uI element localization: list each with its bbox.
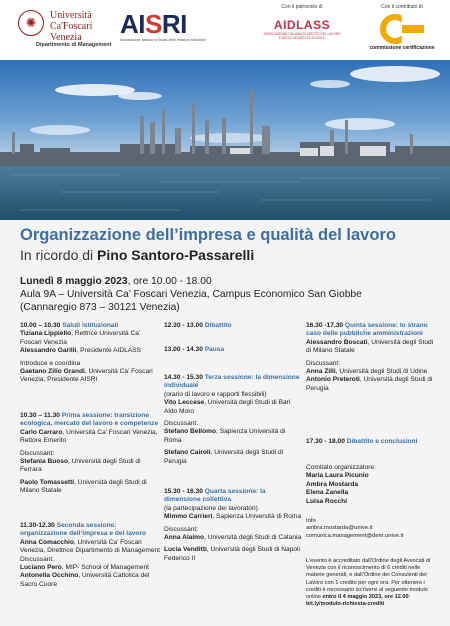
- session-third: 14.30 - 15.30 Terza sessione: la dimensione individuale (orario di lavoro e rapporti flessibili) Vito Leccese, Università degli Studi di Bari Aldo Moro Discussant: Stefano Bellomo, Sapienza Università di Roma Stefano Cairoli, Università degli Studi di Perugia: [164, 374, 300, 465]
- event-address: (Cannaregio 873 – 30121 Venezia): [20, 302, 180, 313]
- ucf-seal-icon: ✺: [18, 10, 44, 36]
- committee-member: Elena Zanella: [306, 489, 349, 497]
- email-link-1[interactable]: ambra.mostarda@unive.it: [306, 525, 373, 532]
- contact-info: Info ambra.mostarda@unive.it comunica.management@dem.unive.it: [306, 518, 440, 540]
- aisri-tagline: Associazione Italiana di Studio delle relazioni industriali: [120, 38, 206, 42]
- header-logos: [0, 0, 450, 60]
- event-info: [20, 275, 440, 314]
- ucf-logo: [18, 8, 118, 52]
- event-subtitle: In ricordo di Pino Santoro-Passarelli: [20, 247, 255, 263]
- ucf-department: Dipartimento di Management: [36, 42, 112, 48]
- commissione-caption: commissione certificazione: [369, 45, 435, 51]
- session-first: 10.30 – 11.30 Prima sessione: transizione ecologica, mercato del lavoro e competenze Carlo Carraro, Università Ca’ Foscari Venezia, Rettore Emerito Discussant: Stefania Buoso, Università degli Studi di Ferrara Paolo Tomassetti, Università degli Studi di Milano Statale: [20, 412, 159, 495]
- session-fourth: 15.30 - 16.30 Quarta sessione: la dimensione collettiva (la partecipazione dei lavoratori) Mimmo Carrieri, Sapienza Università di Roma Discussant: Anna Alaimo, Università degli Studi di Catania Lucia Venditti, Università degli Studi di Napoli Federico II: [164, 488, 302, 562]
- patrocinio-block: [262, 4, 342, 54]
- session-welcome: 10.00 – 10.30 Saluti istituzionali Tiziana Lippiello, Rettrice Università Ca’ Foscari Venezia Alessandro Garilli, Presidente AIDLASS Introduce e coordina Gaetano Zilio Grandi, Università Ca’ Foscari Venezia, Presidente AISRI: [20, 322, 153, 384]
- session-debate: 12.30 - 13.00 Dibattito: [164, 322, 232, 329]
- patrocinio-caption: Con il patrocinio di: [281, 4, 323, 10]
- accreditation-note: L’evento è accreditato dall’Ordine degli Avvocati di Venezia con il riconoscimento di 6 crediti nelle materie generali, e dall’Ordine dei Consulenti del Lavoro con 1 credito per ogni ora. Per ottenere i crediti è necessario iscriversi al seguente modulo online entro il 4 maggio 2023, ore 12.00: bit.ly/modulo-richiesta-crediti: [306, 558, 440, 608]
- honoree-name: Pino Santoro-Passarelli: [97, 247, 255, 263]
- event-venue: Aula 9A – Università Ca’ Foscari Venezia, Campus Economico San Giobbe: [20, 289, 362, 300]
- session-conclusions: 17.30 - 18.00 Dibattito e conclusioni: [306, 438, 418, 445]
- email-link-2[interactable]: comunica.management@dem.unive.it: [306, 532, 404, 539]
- program-content: [0, 220, 450, 626]
- aidlass-subtitle: ASSOCIAZIONE ITALIANA DI DIRITTO DEL LAVORO E DELLA SICUREZZA SOCIALE: [263, 32, 341, 40]
- commissione-logo-icon: [380, 14, 424, 44]
- aidlass-logo: AIDLASS: [273, 18, 331, 32]
- event-title: Organizzazione dell’impresa e qualità del lavoro: [20, 226, 396, 244]
- ucf-name: Università Ca'Foscari Venezia: [50, 10, 93, 43]
- credits-form-link[interactable]: bit.ly/modulo-richiesta-crediti: [306, 601, 385, 608]
- aisri-logo-part: RI: [161, 9, 187, 39]
- event-date: Lunedì 8 maggio 2023, ore 10.00 - 18.00: [20, 276, 212, 287]
- session-fifth: 16.30 -17.30 Quinta sessione: lo strano caso delle pubbliche amministrazioni Alessandro Boscati, Università degli Studi di Milano Statale Discussant: Anna Zilli, Università degli Studi di Udine Antonio Preteroti, Università degli Studi di Perugia: [306, 322, 434, 392]
- industrial-landscape-photo: [0, 60, 450, 220]
- committee-member: Luisa Rocchi: [306, 497, 348, 505]
- contributo-caption: Con il contributo di: [381, 4, 423, 10]
- contributo-block: [360, 4, 444, 56]
- session-second: 11.30-12.30 Seconda sessione: organizzazione dell’impresa e del lavoro Anna Comacchio, Università Ca’ Foscari Venezia, Direttrice Dipartimento di Management Discussant: Luciano Pero, MIP- School of Management Antonella Occhino, Università Cattolica del Sacro Cuore: [20, 522, 161, 588]
- committee-member: Ambra Mostarda: [306, 480, 359, 488]
- session-break: 13.00 - 14.30 Pausa: [164, 346, 225, 353]
- committee-member: Maria Laura Picunio: [306, 472, 369, 480]
- organizing-committee: Comitato organizzatore: Maria Laura Picunio Ambra Mostarda Elena Zanella Luisa Rocchi: [306, 464, 440, 506]
- aisri-logo-part: AI: [120, 9, 145, 39]
- aisri-logo: [120, 10, 220, 50]
- aisri-logo-part: S: [145, 9, 162, 39]
